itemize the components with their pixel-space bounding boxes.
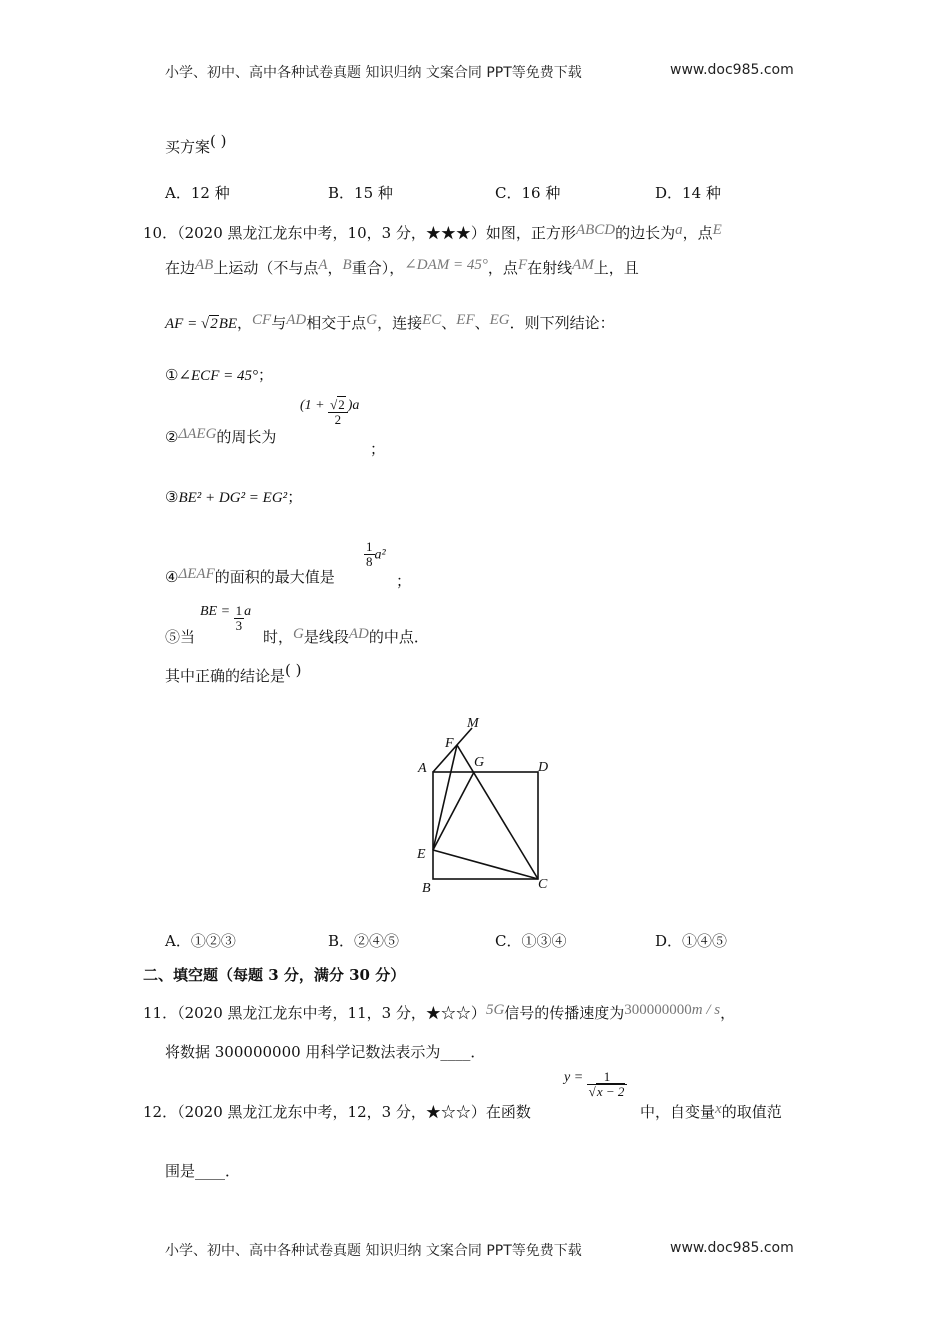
q10-cond-sqrt-sign: √: [200, 316, 210, 332]
q10-ray-text: 在射线: [527, 259, 573, 277]
geometry-figure: [410, 710, 570, 900]
q12-func-num: 1: [587, 1070, 628, 1085]
q10-option-b: B．②④⑤: [328, 932, 400, 950]
q10-s2-close: )a: [347, 397, 360, 413]
q10-cf: CF: [252, 312, 272, 328]
q9-option-c: C．16 种: [495, 184, 561, 202]
q10-s5-when: 时，: [263, 628, 294, 646]
q10-side-text: 的边长为: [615, 224, 676, 242]
label-f: F: [445, 736, 454, 751]
q11-line1: [143, 1002, 735, 1023]
q10-s4-mark: ④: [165, 568, 179, 586]
q12-func-den-wrap: [587, 1085, 628, 1099]
q10-conclusions-text: ．则下列结论：: [509, 314, 615, 332]
q10-statement-5-a: ⑤当: [165, 628, 196, 646]
q10-option-d: D．①④⑤: [655, 932, 728, 950]
q10-s5-text: 是线段: [303, 628, 349, 646]
q10-which: [165, 661, 302, 686]
q10-s2-text: 的周长为: [216, 428, 277, 446]
q10-source: （2020 黑龙江龙东中考，10，3 分，★★★）如图，正方形: [177, 224, 576, 242]
q10-coincide-text: 重合），: [351, 259, 405, 277]
q9-tail: [165, 132, 227, 157]
q12-line1-b: [640, 1101, 782, 1122]
q10-angle-dam: ∠DAM = 45°: [404, 257, 488, 273]
q10-with-text: 与: [271, 314, 287, 332]
q9-tail-text: 买方案: [165, 138, 211, 156]
q11-5g: 5G: [485, 1002, 505, 1018]
q11-text1: 信号的传播速度为: [504, 1004, 625, 1022]
q12-function: [564, 1070, 627, 1099]
q10-s3-semi: ；: [287, 488, 303, 506]
q10-s2-open: (1 +: [300, 397, 329, 413]
q10-s2-sqrt-sign: √: [330, 397, 338, 412]
q10-statement-1: [165, 364, 273, 385]
q10-line3: [165, 312, 615, 333]
q10-s4-frac: [364, 540, 375, 569]
q11-line2: 将数据 300000000 用科学记数法表示为____．: [165, 1043, 486, 1061]
q11-source: （2020 黑龙江龙东中考，11，3 分，★☆☆）: [177, 1004, 486, 1022]
q10-cond-lhs: AF =: [165, 316, 201, 332]
q10-var-G: G: [366, 312, 378, 328]
q10-pointF-text: ，点: [487, 259, 518, 277]
q10-statement-5-b: [263, 626, 429, 647]
q10-s5-lhs: BE =: [200, 603, 234, 619]
q10-s2-den: 2: [334, 412, 342, 427]
q10-s5-mid: 的中点．: [368, 628, 429, 646]
q10-s5-G: G: [293, 626, 304, 642]
q10-am: AM: [572, 257, 594, 273]
q10-s4-expression: [364, 540, 386, 569]
q12-source: （2020 黑龙江龙东中考，12，3 分，★☆☆）在函数: [177, 1103, 531, 1121]
q12-line2: 围是____．: [165, 1162, 241, 1180]
q10-eg: EG: [489, 312, 510, 328]
q10-s5-num: 1: [235, 603, 243, 618]
q10-s5-expression: [200, 604, 251, 633]
q9-option-a: A．12 种: [165, 184, 230, 202]
q10-var-A: A: [318, 257, 328, 273]
q10-s1-semi: ；: [257, 366, 273, 384]
q10-connect-text: ，连接: [377, 314, 423, 332]
q10-cond-sqrt: 2: [210, 316, 218, 332]
q10-s1-mark: ①: [165, 366, 179, 384]
q10-line2: [165, 257, 639, 278]
q12-text2: 的取值范: [721, 1103, 782, 1121]
q10-on-text: 在边: [165, 259, 196, 277]
q10-var-B: B: [342, 257, 352, 273]
q10-s2-tri: ΔAEG: [178, 426, 217, 442]
q10-ab: AB: [195, 257, 214, 273]
q10-statement-3: [165, 486, 302, 507]
q10-s4-tri: ΔEAF: [178, 566, 215, 582]
label-c: C: [538, 877, 548, 892]
q12-var-x: x: [715, 1101, 722, 1117]
q12-frac: [587, 1070, 628, 1099]
q10-move-text: 上运动（不与点: [213, 259, 319, 277]
label-e: E: [417, 847, 426, 862]
q11-number: 11．: [143, 1004, 178, 1022]
q10-cond-rhs: BE: [218, 316, 238, 332]
q10-comma2: ，: [237, 314, 253, 332]
label-m: M: [467, 716, 479, 731]
q10-option-a: A．①②③: [165, 932, 236, 950]
q12-func-lhs: y =: [564, 1069, 587, 1085]
q9-paren: ( ): [210, 132, 227, 150]
footer-url[interactable]: www.doc985.com: [670, 1240, 794, 1256]
q12-line1-a: [143, 1101, 531, 1122]
q10-paren: ( ): [285, 661, 302, 679]
q10-s2-num-value: 2: [338, 397, 345, 412]
q10-var-a: a: [675, 222, 683, 238]
q10-s5-ad: AD: [348, 626, 369, 642]
q10-var-e: E: [712, 222, 722, 238]
q10-and-text: 上，且: [593, 259, 639, 277]
square-abcd: [433, 772, 538, 879]
q10-meet-text: 相交于点: [306, 314, 367, 332]
q10-which-text: 其中正确的结论是: [165, 667, 286, 685]
q11-comma: ，: [720, 1004, 736, 1022]
q10-s2-frac: [328, 398, 348, 427]
header-text: 小学、初中、高中各种试卷真题 知识归纳 文案合同 PPT等免费下载: [165, 65, 582, 81]
q10-s4-text: 的面积的最大值是: [214, 568, 335, 586]
q10-ad: AD: [286, 312, 307, 328]
q10-s1-math: ∠ECF = 45°: [178, 368, 258, 384]
q10-s4-num: 1: [366, 539, 373, 554]
q10-comma: ，: [327, 259, 343, 277]
q12-text1: 中，自变量: [640, 1103, 716, 1121]
q10-statement-2: [165, 426, 276, 447]
label-g: G: [474, 755, 485, 770]
label-a: A: [418, 761, 427, 776]
q10-statement-4: [165, 566, 335, 587]
q10-s5-var: a: [244, 603, 252, 619]
q11-unit: m / s: [691, 1002, 721, 1018]
label-d: D: [538, 760, 549, 775]
segment-fc: [457, 745, 538, 879]
q10-option-c: C．①③④: [495, 932, 567, 950]
q10-abcd: ABCD: [575, 222, 616, 238]
q10-point-text: ，点: [682, 224, 713, 242]
q10-sep2: 、: [474, 314, 490, 332]
q9-option-b: B．15 种: [328, 184, 393, 202]
q10-line1: [143, 222, 722, 243]
footer-text: 小学、初中、高中各种试卷真题 知识归纳 文案合同 PPT等免费下载: [165, 1243, 582, 1259]
q10-s3-mark: ③: [165, 488, 179, 506]
q10-s2-mark: ②: [165, 428, 179, 446]
segment-eg: [433, 772, 474, 850]
q10-s4-var: a²: [374, 547, 386, 563]
q11-speed: 300000000: [624, 1002, 692, 1018]
q10-sep1: 、: [441, 314, 457, 332]
q10-s2-expression: [300, 398, 359, 427]
q10-ef: EF: [456, 312, 475, 328]
q10-s4-den: 8: [366, 554, 373, 569]
q10-number: 10．: [143, 224, 178, 242]
segment-fe: [433, 745, 457, 850]
q9-option-d: D．14 种: [655, 184, 721, 202]
q10-s5-den: 3: [235, 618, 243, 633]
q10-var-F: F: [517, 257, 528, 273]
q10-s4-semi: ；: [396, 572, 412, 590]
q12-number: 12．: [143, 1103, 178, 1121]
q10-s2-num: [328, 398, 348, 413]
section-title: 二、填空题（每题 3 分，满分 30 分）: [143, 966, 406, 984]
header-url[interactable]: www.doc985.com: [670, 62, 794, 78]
q12-func-den: x − 2: [596, 1084, 625, 1099]
q10-s3-math: BE² + DG² = EG²: [178, 490, 288, 506]
q10-s5-frac: [234, 604, 245, 633]
q10-s2-semi: ；: [370, 440, 386, 458]
label-b: B: [422, 881, 431, 896]
q12-sqrt-sign: √: [588, 1084, 596, 1099]
q10-ec: EC: [422, 312, 442, 328]
